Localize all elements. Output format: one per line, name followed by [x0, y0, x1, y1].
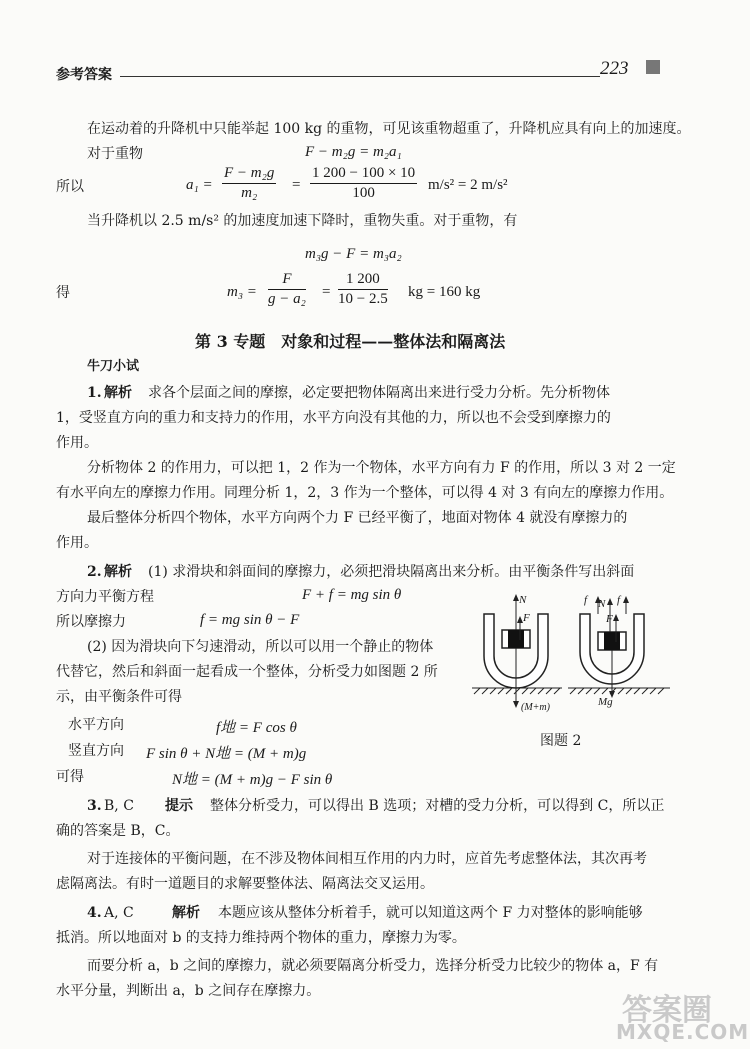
fig-label-weight1: (M+m)	[521, 702, 550, 713]
fraction-denominator: 100	[352, 185, 375, 201]
elevator-fraction-1	[222, 165, 276, 202]
elevator-line-1: 在运动着的升降机中只能举起 100 kg 的重物，可见该重物超重了，升降机应具有向上的加速度。	[87, 121, 691, 137]
q1-line-3: 作用。	[56, 435, 98, 451]
elevator-equation-2: m₃g − F = m₃a₂	[305, 246, 402, 262]
fig-label-n2: N	[598, 598, 606, 610]
q2-line-6: 示，由平衡条件可得	[56, 689, 182, 705]
elevator-fraction-3	[268, 271, 306, 308]
q2-equation-4: F sin θ + N地 = (M + m)g	[146, 746, 307, 762]
elevator-equation-1: F − m₂g = m₂a₁	[305, 144, 402, 160]
figure-2	[470, 590, 680, 725]
q2-line-2-label: 方向力平衡方程	[56, 589, 154, 605]
fraction-numerator: 1 200	[338, 271, 388, 290]
fraction-denominator: g − a₂	[268, 291, 306, 307]
fraction-numerator: F	[268, 271, 306, 290]
elevator-a1-lhs: a₁ =	[186, 177, 213, 193]
q4-line-2: 抵消。所以地面对 b 的支持力维持两个物体的重力，摩擦力为零。	[56, 930, 466, 946]
q1-line-1: 求各个层面之间的摩擦，必定要把物体隔离出来进行受力分析。先分析物体	[148, 385, 610, 401]
q2-line-5: 代替它，然后和斜面一起看成一个整体，分析受力如图题 2 所	[56, 664, 438, 680]
q3-answer: B, C	[104, 798, 134, 814]
q2-equation-3: f地 = F cos θ	[216, 720, 297, 736]
q4-answer: A, C	[104, 905, 134, 921]
elevator-result-2: kg = 160 kg	[408, 284, 481, 300]
elevator-fraction-4	[338, 271, 388, 308]
q1-line-2: 1，受竖直方向的重力和支持力的作用，水平方向没有其他的力，所以也不会受到摩擦力的	[56, 410, 611, 426]
page-number-box-icon	[646, 60, 660, 74]
fraction-denominator: m₂	[241, 185, 258, 201]
q2-line-9-label: 可得	[56, 769, 84, 785]
q2-line-8-label: 竖直方向	[68, 743, 124, 759]
fraction-numerator: 1 200 − 100 × 10	[310, 165, 417, 184]
elevator-m3-lhs: m₃ =	[227, 284, 257, 300]
q1-line-4: 分析物体 2 的作用力，可以把 1，2 作为一个物体，水平方向有力 F 的作用，所以 3 对 2 一定	[87, 460, 676, 476]
q2-equation-5: N地 = (M + m)g − F sin θ	[172, 772, 333, 788]
elevator-line-4: 当升降机以 2.5 m/s² 的加速度加速下降时，重物失重。对于重物，有	[87, 213, 518, 229]
q4-tag: 解析	[172, 905, 200, 921]
header-rule	[120, 76, 600, 77]
ground-left	[472, 688, 562, 694]
q1-line-6: 最后整体分析四个物体，水平方向两个力 F 已经平衡了，地面对物体 4 就没有摩擦力的	[87, 510, 628, 526]
page-number: 223	[600, 58, 629, 79]
q3-line-3: 对于连接体的平衡问题，在不涉及物体间相互作用的内力时，应首先考虑整体法，其次再考	[87, 851, 647, 867]
elevator-line-6-label: 得	[56, 285, 70, 301]
fig-label-f1: F	[523, 612, 530, 624]
q2-tag: 解析	[104, 564, 132, 580]
q2-equation-1: F + f = mg sin θ	[302, 587, 402, 603]
fig-label-f-left: f	[584, 594, 588, 606]
elevator-line-3-label: 所以	[56, 179, 84, 195]
elevator-line-2-label: 对于重物	[87, 146, 143, 162]
q2-line-4: (2) 因为滑块向下匀速滑动，所以可以用一个静止的物体	[87, 639, 434, 655]
subtitle: 牛刀小试	[87, 359, 140, 374]
q3-tag: 提示	[165, 798, 193, 814]
elevator-fraction-2	[310, 165, 417, 202]
elevator-result-1: m/s² = 2 m/s²	[428, 177, 508, 193]
q1-tag: 解析	[104, 385, 132, 401]
fig-label-mg: Mg	[598, 696, 613, 708]
watermark-url: MXQE.COM	[616, 1020, 750, 1044]
q1-line-5: 有水平向左的摩擦力作用。同理分析 1，2，3 作为一个整体，可以得 4 对 3 有向左的摩擦力作用。	[56, 485, 674, 501]
q2-line-3-label: 所以摩擦力	[56, 614, 126, 630]
fig-label-f2: F	[606, 613, 613, 625]
ground-right	[568, 688, 670, 694]
elevator-equals-1: =	[292, 177, 301, 193]
fraction-denominator: 10 − 2.5	[338, 291, 388, 307]
q4-number: 4.	[87, 905, 102, 921]
figure-caption: 图题 2	[540, 733, 582, 749]
q3-number: 3.	[87, 798, 102, 814]
q4-line-3: 而要分析 a，b 之间的摩擦力，就必须要隔离分析受力，选择分析受力比较少的物体 a，F 有	[87, 958, 659, 974]
q3-line-2: 确的答案是 B，C。	[56, 823, 180, 839]
watermark-logo: 答案圈	[622, 993, 712, 1028]
q1-line-7: 作用。	[56, 535, 98, 551]
q1-number: 1.	[87, 385, 102, 401]
q4-line-4: 水平分量，判断出 a，b 之间存在摩擦力。	[56, 983, 321, 999]
fig-label-f-right: f	[617, 594, 621, 606]
q3-line-4: 虑隔离法。有时一道题目的求解要整体法、隔离法交叉运用。	[56, 876, 434, 892]
section-title: 第 3 专题 对象和过程——整体法和隔离法	[195, 332, 506, 351]
elevator-equals-2: =	[322, 284, 331, 300]
q2-line-1: (1) 求滑块和斜面间的摩擦力，必须把滑块隔离出来分析。由平衡条件写出斜面	[148, 564, 635, 580]
fraction-numerator: F − m₂g	[222, 165, 276, 184]
q3-line-1: 整体分析受力，可以得出 B 选项；对槽的受力分析，可以得到 C，所以正	[210, 798, 665, 814]
q2-line-7-label: 水平方向	[68, 717, 124, 733]
q2-equation-2: f = mg sin θ − F	[200, 612, 300, 628]
q4-line-1: 本题应该从整体分析着手，就可以知道这两个 F 力对整体的影响能够	[218, 905, 643, 921]
header-section-label: 参考答案	[56, 67, 112, 83]
q2-number: 2.	[87, 564, 102, 580]
fig-label-n1: N	[519, 594, 527, 606]
